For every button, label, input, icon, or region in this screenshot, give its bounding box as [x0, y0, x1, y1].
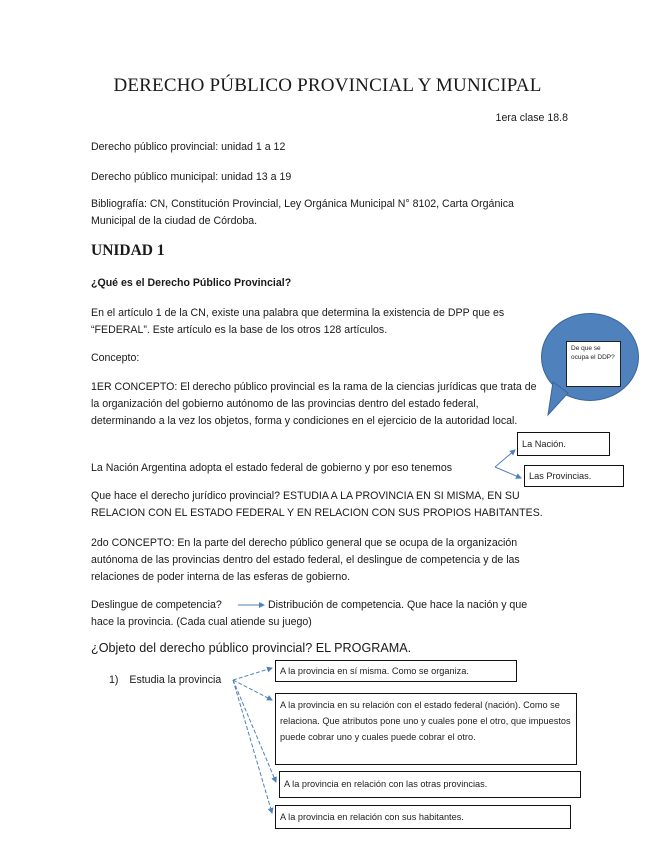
- list-item-text: Estudia la provincia: [129, 674, 222, 686]
- box-self: A la provincia en sí misma. Como se organiza.: [275, 660, 517, 682]
- question-heading: ¿Qué es el Derecho Público Provincial?: [91, 277, 292, 289]
- arrow-other-provinces: [233, 680, 276, 782]
- first-concept: 1ER CONCEPTO: El derecho público provincial es la rama de la ciencias jurídicas que trata de la organización del gobierno autónomo de las provincias dentro del estado federal, determinando a la vez los objetos, forma y condiciones en el ejercicio de la autoridad local.: [91, 381, 537, 427]
- bubble-tail: [548, 382, 568, 415]
- bibliography: Bibliografía: CN, Constitución Provincial, Ley Orgánica Municipal N° 8102, Carta Orgánica Municipal de la ciudad de Córdoba.: [91, 198, 514, 227]
- unit-range-municipal: Derecho público municipal: unidad 13 a 19: [91, 171, 292, 183]
- arrow-self: [233, 668, 272, 680]
- unit-heading: UNIDAD 1: [91, 242, 165, 259]
- page-title: DERECHO PÚBLICO PROVINCIAL Y MUNICIPAL: [113, 75, 542, 96]
- speech-bubble-note: De que se ocupa el DDP?: [566, 341, 621, 387]
- distribucion-text-cont: hace la provincia. (Cada cual atiende su juego): [91, 616, 312, 628]
- class-date: 1era clase 18.8: [495, 112, 568, 124]
- concept-label: Concepto:: [91, 352, 140, 364]
- arrow-inhabitants: [233, 680, 272, 813]
- box-federal: A la provincia en su relación con el estado federal (nación). Como se relaciona. Que atributos pone uno y cuales pone el otro, que impuestos puede cobrar uno y cuales puede cobrar el otro.: [275, 693, 577, 765]
- nation-statement: La Nación Argentina adopta el estado federal de gobierno y por eso tenemos: [91, 462, 453, 474]
- second-concept: 2do CONCEPTO: En la parte del derecho público general que se ocupa de la organización autónoma de las provincias dentro del estado federal, el deslingue de competencia y de las relaciones de poder interna de las esferas de gobierno.: [91, 537, 520, 583]
- unit-range-provincial: Derecho público provincial: unidad 1 a 12: [91, 141, 286, 153]
- list-number: 1): [109, 674, 119, 686]
- what-does-paragraph: Que hace el derecho jurídico provincial? ESTUDIA A LA PROVINCIA EN SI MISMA, EN SU RELACION CON EL ESTADO FEDERAL Y EN RELACION CON SUS PROPIOS HABITANTES.: [91, 490, 543, 519]
- arrow-nacion: [495, 450, 515, 467]
- arrow-provincias: [495, 467, 521, 478]
- box-provincias: Las Provincias.: [524, 465, 624, 487]
- box-other-provinces: A la provincia en relación con las otras provincias.: [279, 771, 581, 798]
- box-nacion: La Nación.: [517, 432, 610, 456]
- arrow-federal: [233, 680, 272, 700]
- object-heading: ¿Objeto del derecho público provincial? EL PROGRAMA.: [91, 641, 412, 655]
- deslingue-label: Deslingue de competencia?: [91, 599, 222, 611]
- article-paragraph: En el artículo 1 de la CN, existe una palabra que determina la existencia de DPP que es “FEDERAL”. Este artículo es la base de los otros 128 artículos.: [91, 307, 505, 336]
- distribucion-text: Distribución de competencia. Que hace la nación y que: [268, 599, 528, 611]
- box-inhabitants: A la provincia en relación con sus habitantes.: [275, 805, 571, 829]
